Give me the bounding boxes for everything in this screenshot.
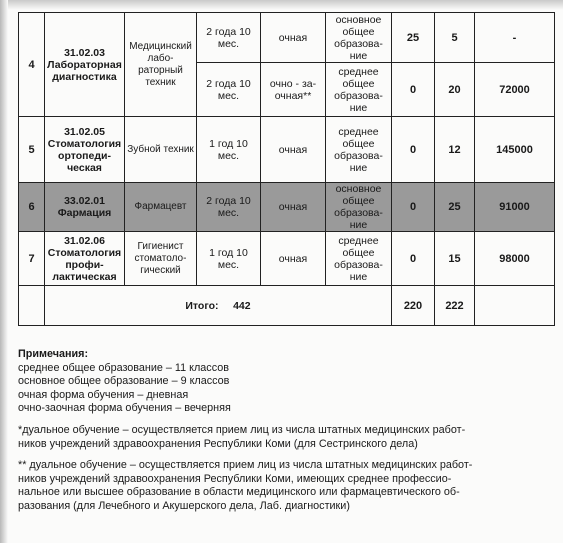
count-cell-1: 0	[392, 232, 435, 286]
term-cell: 2 года 10 мес.	[197, 183, 261, 232]
total-count-2: 222	[435, 286, 475, 326]
base-education-cell: среднее общее образование	[326, 63, 392, 117]
dual-note-1: ников учреждений здравоохранения Республики Коми (для Сестринского дела)	[18, 437, 418, 450]
form-cell: очная	[261, 183, 326, 232]
admission-plan-table	[18, 12, 555, 326]
notes-section	[18, 348, 558, 514]
count-cell-1: 0	[392, 63, 435, 117]
form-cell: очная	[261, 117, 326, 183]
form-cell: очная	[261, 13, 326, 63]
total-empty-cell	[19, 286, 45, 326]
notes-heading: Примечания:	[18, 348, 89, 360]
table-row	[19, 183, 555, 232]
term-cell: 1 год 10 мес.	[197, 232, 261, 286]
total-label: Итого:	[185, 299, 219, 312]
base-education-cell: среднее общее образование	[326, 117, 392, 183]
dual-note-1: *дуальное обучение – осуществляется прием лиц из числа штатных медицинских работ-	[18, 423, 466, 436]
price-cell: 98000	[475, 232, 555, 286]
price-cell: 145000	[475, 117, 555, 183]
term-cell: 2 года 10 мес.	[197, 63, 261, 117]
price-cell: 91000	[475, 183, 555, 232]
note-line: среднее общее образование – 11 классов	[18, 361, 229, 374]
row-number: 5	[19, 117, 45, 183]
base-education-cell: основное общее образование	[326, 183, 392, 232]
count-cell-2: 5	[435, 13, 475, 63]
dual-note-2: нальное или высшее образование в области медицинского или фармацевтического об-	[18, 486, 460, 499]
dual-note-2: разования (для Лечебного и Акушерского дела, Лаб. диагностики)	[18, 499, 350, 512]
form-cell: очно - заочная**	[261, 63, 326, 117]
term-cell: 2 года 10 мес.	[197, 13, 261, 63]
total-empty-cell	[475, 286, 555, 326]
count-cell-1: 0	[392, 183, 435, 232]
count-cell-2: 12	[435, 117, 475, 183]
table-row	[19, 13, 555, 63]
count-cell-1: 25	[392, 13, 435, 63]
table-row	[19, 232, 555, 286]
term-cell: 1 год 10 мес.	[197, 117, 261, 183]
base-education-cell: основное общее образование	[326, 13, 392, 63]
base-education-cell: среднее общее образование	[326, 232, 392, 286]
specialty-cell: 31.02.03 Лабораторная диагностика	[45, 13, 125, 117]
total-row	[19, 286, 555, 326]
price-cell: 72000	[475, 63, 555, 117]
count-cell-2: 20	[435, 63, 475, 117]
specialty-cell: 31.02.05 Стоматология ортопедическая	[45, 117, 125, 183]
dual-note-2: ** дуальное обучение – осуществляется прием лиц из числа штатных медицинских работ-	[18, 459, 473, 472]
scan-edge-top	[0, 0, 563, 10]
row-number: 6	[19, 183, 45, 232]
price-cell: -	[475, 13, 555, 63]
count-cell-2: 25	[435, 183, 475, 232]
dual-note-2: ников учреждений здравоохранения Республики Коми, имеющих среднее профессио-	[18, 472, 452, 485]
table-row	[19, 117, 555, 183]
count-cell-2: 15	[435, 232, 475, 286]
qualification-cell: Зубной техник	[125, 117, 197, 183]
total-value: 442	[233, 299, 251, 312]
note-line: очная форма обучения – дневная	[18, 388, 189, 401]
scan-edge-left	[0, 0, 8, 543]
specialty-cell: 31.02.06 Стоматология профилактическая	[45, 232, 125, 286]
note-line: основное общее образование – 9 классов	[18, 375, 230, 388]
count-cell-1: 0	[392, 117, 435, 183]
qualification-cell: Фармацевт	[125, 183, 197, 232]
row-number: 7	[19, 232, 45, 286]
total-label-cell	[45, 286, 392, 326]
row-number: 4	[19, 13, 45, 117]
specialty-cell: 33.02.01 Фармация	[45, 183, 125, 232]
form-cell: очная	[261, 232, 326, 286]
qualification-cell: Гигиенист стоматологический	[125, 232, 197, 286]
total-count-1: 220	[392, 286, 435, 326]
qualification-cell: Медицинский лабораторный техник	[125, 13, 197, 117]
note-line: очно-заочная форма обучения – вечерняя	[18, 402, 231, 415]
